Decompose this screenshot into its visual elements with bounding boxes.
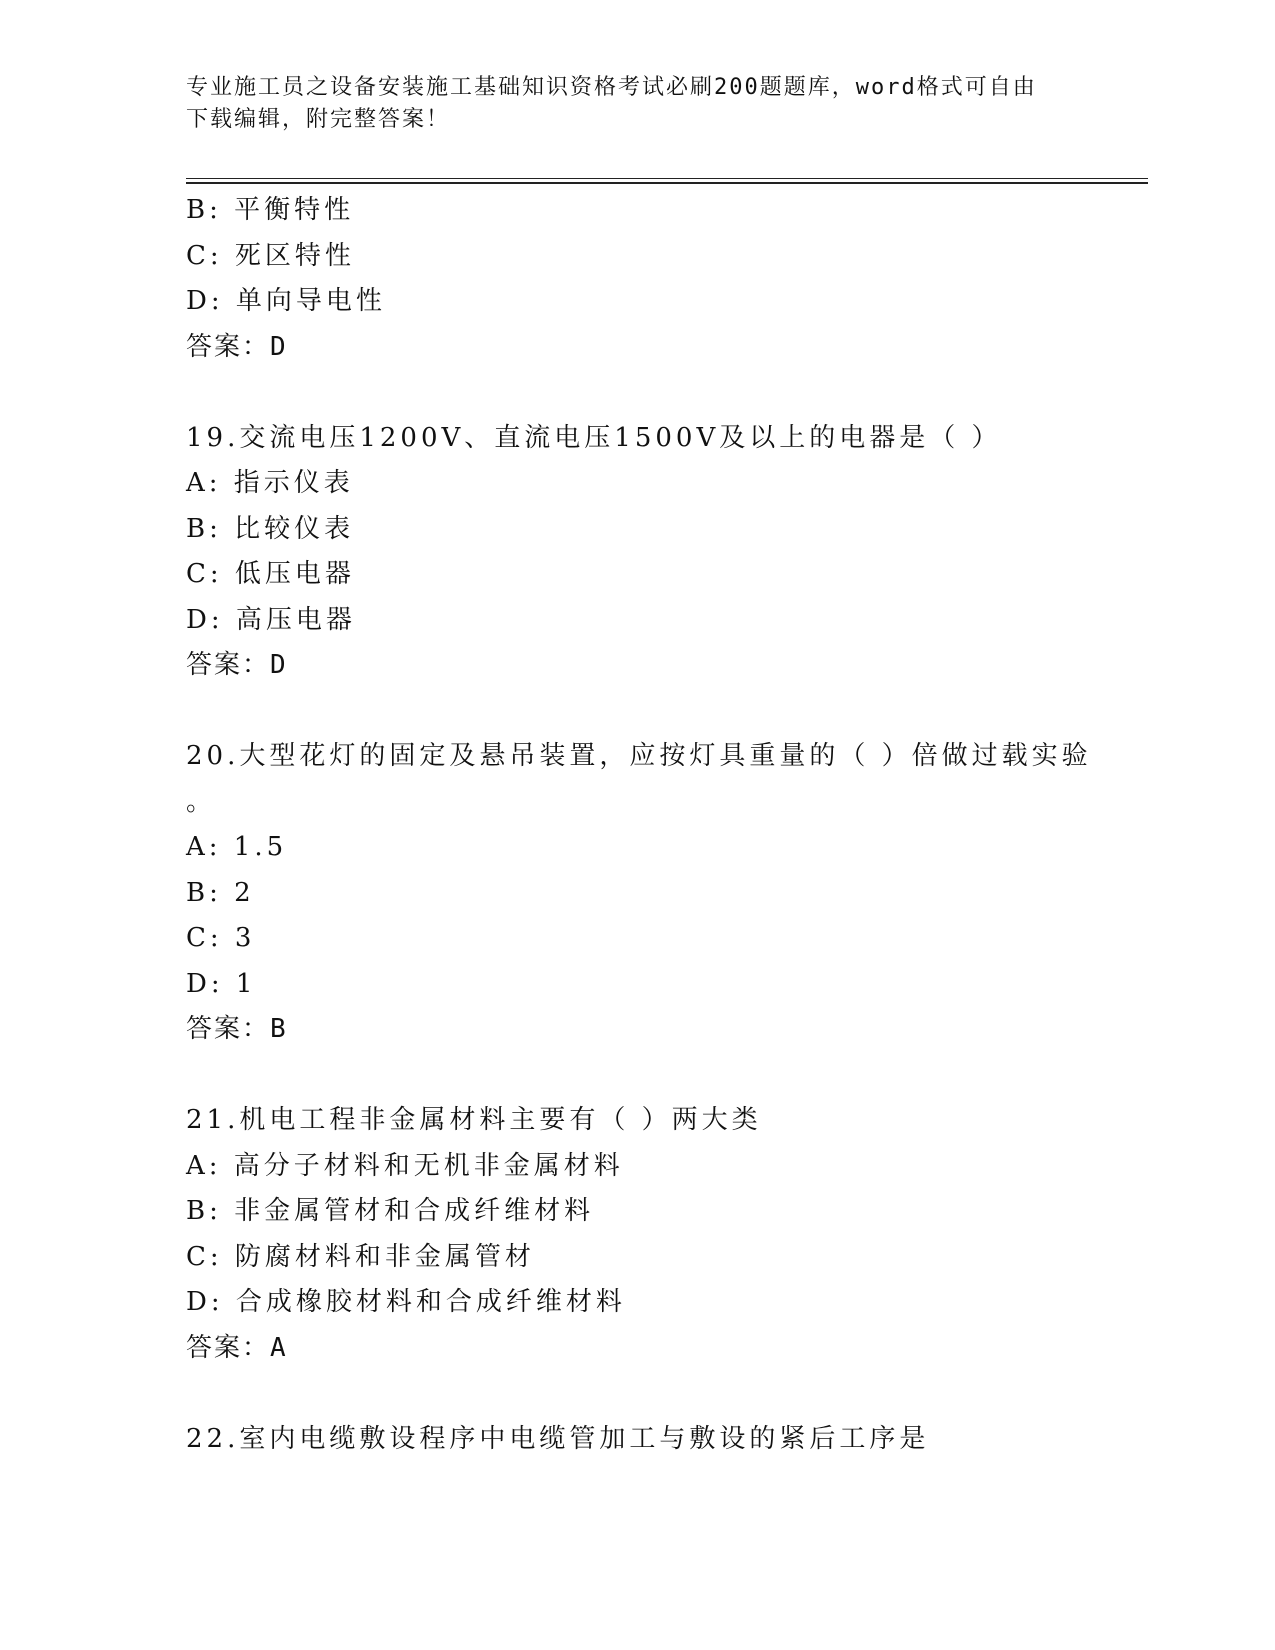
question-stem-tail: 。 (186, 786, 217, 817)
answer-line: 答案：D (186, 331, 288, 362)
option-c: C: 3 (186, 923, 256, 953)
option-b: B: 2 (186, 877, 255, 908)
question-stem: 20.大型花灯的固定及悬吊装置，应按灯具重量的（ ）倍做过载实验 (186, 741, 1092, 771)
option-c: C: 死区特性 (186, 240, 355, 271)
question-19 (186, 416, 1146, 689)
question-20 (186, 734, 1146, 1053)
answer-line: 答案：A (186, 1332, 288, 1363)
option-a: A: 指示仪表 (186, 468, 354, 498)
spacer (186, 689, 1146, 735)
answer-line: 答案：B (186, 1014, 288, 1044)
header-line-2: 下载编辑，附完整答案！ (186, 107, 451, 132)
option-a: A: 高分子材料和无机非金属材料 (186, 1150, 624, 1181)
header-divider-thin (186, 178, 1148, 179)
question-stem: 21.机电工程非金属材料主要有（ ）两大类 (186, 1105, 762, 1135)
document-header (186, 72, 1086, 136)
option-b: B: 比较仪表 (186, 513, 355, 544)
question-list (186, 188, 1146, 1462)
option-c: C: 低压电器 (186, 559, 355, 589)
option-b: B: 非金属管材和合成纤维材料 (186, 1196, 595, 1226)
question-22 (186, 1417, 1146, 1463)
question-21 (186, 1098, 1146, 1371)
question-stem: 19.交流电压1200V、直流电压1500V及以上的电器是（ ） (186, 422, 1002, 453)
answer-line: 答案：D (186, 650, 288, 680)
option-d: D: 合成橡胶材料和合成纤维材料 (186, 1287, 626, 1317)
option-d: D: 高压电器 (186, 604, 356, 635)
option-b: B: 平衡特性 (186, 195, 355, 225)
option-d: D: 单向导电性 (186, 286, 386, 316)
option-a: A: 1.5 (186, 832, 288, 862)
option-d: D: 1 (186, 968, 257, 999)
header-divider-thick (186, 182, 1148, 184)
option-c: C: 防腐材料和非金属管材 (186, 1241, 535, 1272)
spacer (186, 1053, 1146, 1099)
spacer (186, 1371, 1146, 1417)
question-stem: 22.室内电缆敷设程序中电缆管加工与敷设的紧后工序是 (186, 1423, 930, 1454)
header-line-1: 专业施工员之设备安装施工基础知识资格考试必刷200题题库，word格式可自由 (186, 75, 1037, 100)
spacer (186, 370, 1146, 416)
question-18-continued (186, 188, 1146, 370)
